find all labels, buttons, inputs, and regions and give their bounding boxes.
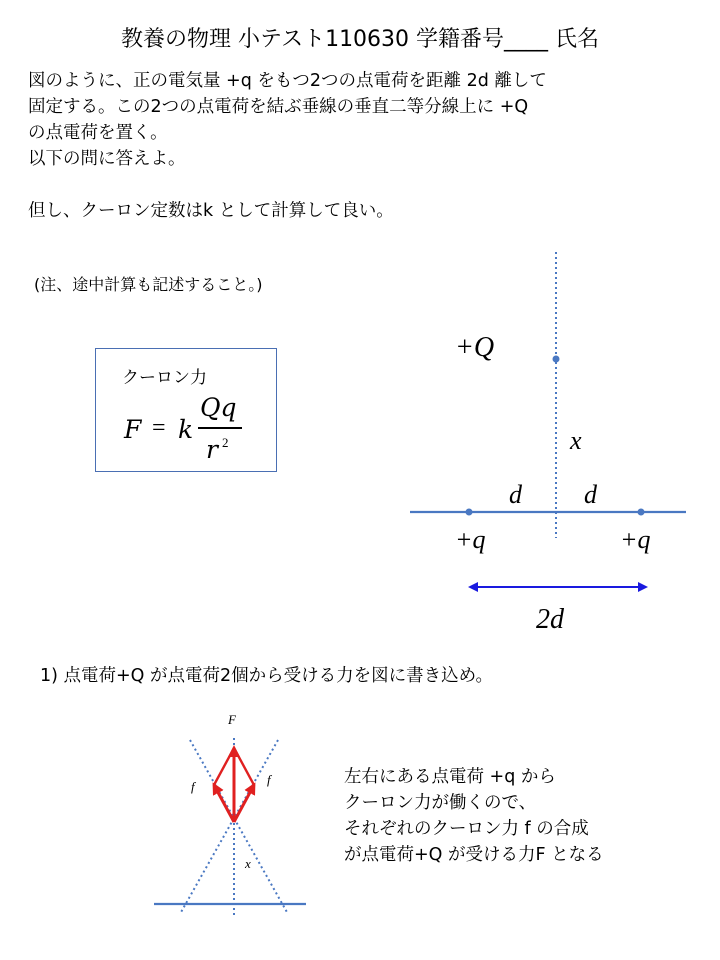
- force-f-right-arrow: [234, 785, 254, 822]
- charge-Q-dot: [553, 356, 560, 363]
- charge-q-left-dot: [466, 509, 473, 516]
- label-d-left: d: [509, 480, 522, 509]
- label-x: x: [570, 426, 582, 455]
- label-charge-q-right: +q: [620, 525, 651, 554]
- charge-q-right-dot: [638, 509, 645, 516]
- answer-line-right: [180, 740, 278, 914]
- page-title: 教養の物理 小テスト110630 学籍番号____ 氏名: [120, 27, 600, 52]
- formula-denominator: r: [206, 435, 218, 464]
- problem-line: 但し、クーロン定数はk として計算して良い。: [28, 201, 394, 221]
- formula-numerator: Qq: [200, 393, 237, 422]
- force-f-left-arrow: [214, 785, 234, 822]
- formula-equals: =: [152, 415, 166, 441]
- formula-F: F: [124, 415, 142, 444]
- explanation-line: クーロン力が働くので、: [344, 793, 537, 813]
- explanation-line: が点電荷+Q が受ける力F となる: [344, 845, 604, 865]
- formula-k: k: [178, 415, 194, 444]
- problem-line: 固定する。この2つの点電荷を結ぶ垂線の垂直二等分線上に +Q: [28, 97, 529, 117]
- label-F: F: [228, 712, 236, 727]
- formula-exponent: 2: [222, 435, 229, 450]
- label-x-small: x: [245, 856, 251, 871]
- formula-label: クーロン力: [122, 368, 207, 388]
- label-charge-q-left: +q: [455, 525, 486, 554]
- explanation-line: それぞれのクーロン力 f の合成: [344, 819, 589, 839]
- question-1: 1) 点電荷+Q が点電荷2個から受ける力を図に書き込め。: [40, 666, 493, 686]
- explanation-line: 左右にある点電荷 +q から: [344, 767, 556, 787]
- parallelogram-right: [234, 748, 254, 785]
- label-distance: 2d: [536, 604, 564, 635]
- explanation-text: [344, 764, 604, 868]
- problem-line: の点電荷を置く。: [28, 123, 168, 143]
- label-f-right: f: [267, 772, 271, 787]
- answer-line-left: [190, 740, 288, 914]
- label-d-right: d: [584, 480, 597, 509]
- label-f-left: f: [191, 779, 195, 794]
- calculation-note: (注、途中計算も記述すること。): [34, 275, 263, 294]
- force-diagram: [154, 712, 306, 916]
- problem-line: 以下の問に答えよ。: [28, 149, 186, 169]
- parallelogram-left: [214, 748, 234, 785]
- problem-line: 図のように、正の電気量 +q をもつ2つの点電荷を距離 2d 離して: [28, 71, 547, 91]
- label-charge-Q: +Q: [455, 332, 495, 363]
